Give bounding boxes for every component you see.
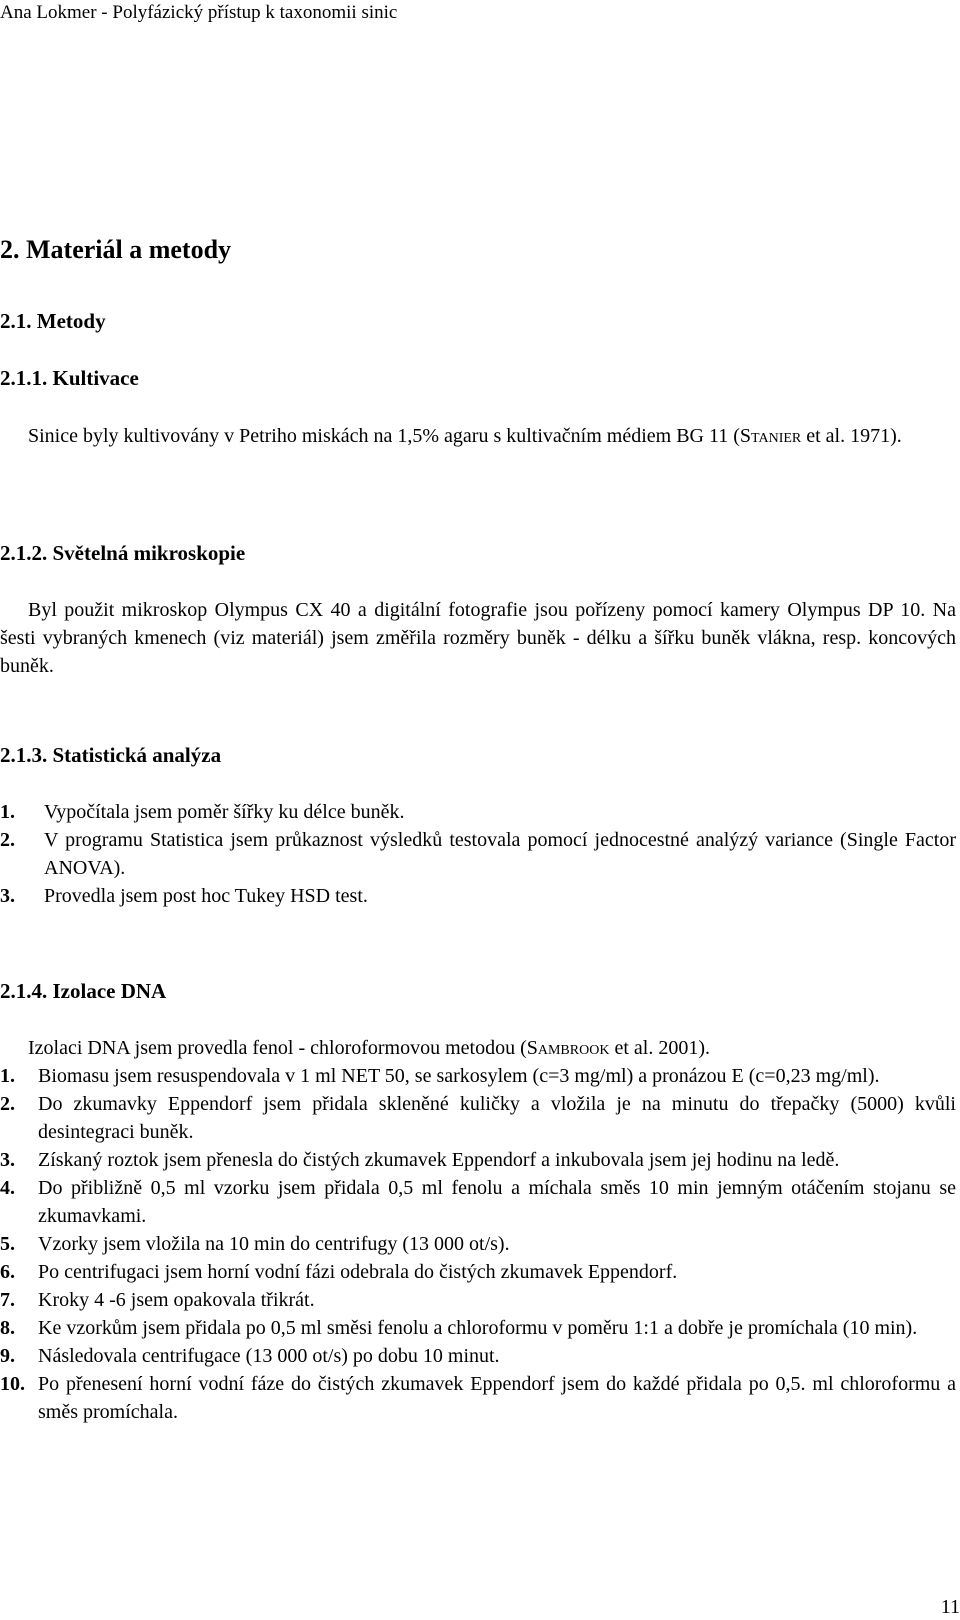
item-number: 6. <box>0 1261 15 1283</box>
item-number: 4. <box>0 1177 15 1199</box>
subsection-heading-izolace: 2.1.4. Izolace DNA <box>0 979 167 1003</box>
item-number: 2. <box>0 829 15 851</box>
list-item <box>0 1314 956 1342</box>
text-segment: Izolaci DNA jsem provedla fenol - chloroformovou metodou ( <box>28 1037 527 1059</box>
paragraph-mikroskopie: Byl použit mikroskop Olympus CX 40 a digitální fotografie jsou pořízeny pomocí kamery Olympus DP 10. Na šesti vybraných kmenech (viz materiál) jsem změřila rozměry buněk - délku a šířku buněk vlákna, resp. koncových buněk. <box>0 599 956 677</box>
list-item <box>0 1286 956 1314</box>
list-item <box>0 1370 956 1426</box>
item-number: 10. <box>0 1373 25 1395</box>
paragraph-izolace-intro <box>0 1034 956 1062</box>
item-number: 3. <box>0 1149 15 1171</box>
section-title: 2.1. Metody <box>0 309 106 333</box>
list-item <box>0 1230 956 1258</box>
list-item <box>0 882 956 910</box>
item-text: Vzorky jsem vložila na 10 min do centrifugy (13 000 ot/s). <box>38 1233 510 1255</box>
author-name: Stanier <box>739 425 802 447</box>
item-text: Vypočítala jsem poměr šířky ku délce buněk. <box>44 801 405 823</box>
list-item <box>0 1258 956 1286</box>
item-text: Biomasu jsem resuspendovala v 1 ml NET 50, se sarkosylem (c=3 mg/ml) a pronázou E (c=0,23 mg/ml). <box>38 1065 880 1087</box>
item-text: Následovala centrifugace (13 000 ot/s) po dobu 10 minut. <box>38 1345 500 1367</box>
item-number: 1. <box>0 801 15 823</box>
item-text: Získaný roztok jsem přenesla do čistých zkumavek Eppendorf a inkubovala jsem jej hodinu na ledě. <box>38 1149 840 1171</box>
item-text: Ke vzorkům jsem přidala po 0,5 ml směsi fenolu a chloroformu v poměru 1:1 a dobře je promíchala (10 min). <box>38 1317 918 1339</box>
item-number: 2. <box>0 1093 15 1115</box>
item-number: 8. <box>0 1317 15 1339</box>
chapter-title: 2. Materiál a metody <box>0 235 232 264</box>
page-number: 11 <box>940 1596 960 1618</box>
item-number: 3. <box>0 885 15 907</box>
subsection-heading-statistika: 2.1.3. Statistická analýza <box>0 743 222 767</box>
item-text: Kroky 4 -6 jsem opakovala třikrát. <box>38 1289 315 1311</box>
list-item <box>0 1342 956 1370</box>
list-item <box>0 826 956 882</box>
list-statistika <box>0 798 956 910</box>
item-number: 5. <box>0 1233 15 1255</box>
list-item <box>0 1174 956 1230</box>
paragraph-kultivace <box>0 422 956 450</box>
text-segment: Sinice byly kultivovány v Petriho miskách na 1,5% agaru s kultivačním médiem BG 11 ( <box>28 425 740 447</box>
text-segment: et al. 1971). <box>801 425 902 447</box>
item-text: Po centrifugaci jsem horní vodní fázi odebrala do čistých zkumavek Eppendorf. <box>38 1261 678 1283</box>
running-header: Ana Lokmer - Polyfázický přístup k taxonomii sinic <box>0 2 398 23</box>
text-segment: et al. 2001). <box>609 1037 710 1059</box>
item-text: V programu Statistica jsem průkaznost výsledků testovala pomocí jednocestné analýzý variance (Single Factor ANOVA). <box>44 829 956 879</box>
item-text: Provedla jsem post hoc Tukey HSD test. <box>44 885 368 907</box>
list-item <box>0 1146 956 1174</box>
item-number: 9. <box>0 1345 15 1367</box>
item-number: 7. <box>0 1289 15 1311</box>
item-text: Do zkumavky Eppendorf jsem přidala skleněné kuličky a vložila je na minutu do třepačky (5000) kvůli desintegraci buněk. <box>38 1093 956 1143</box>
item-number: 1. <box>0 1065 15 1087</box>
list-item <box>0 1062 956 1090</box>
item-text: Po přenesení horní vodní fáze do čistých zkumavek Eppendorf jsem do každé přidala po 0,5. ml chloroformu a směs promíchala. <box>38 1373 956 1423</box>
list-item <box>0 798 956 826</box>
subsection-heading-kultivace: 2.1.1. Kultivace <box>0 366 139 390</box>
subsection-heading-mikroskopie: 2.1.2. Světelná mikroskopie <box>0 541 246 565</box>
item-text: Do přibližně 0,5 ml vzorku jsem přidala 0,5 ml fenolu a míchala směs 10 min jemným otáčením stojanu se zkumavkami. <box>38 1177 956 1227</box>
author-name: Sambrook <box>526 1037 610 1059</box>
list-item <box>0 1090 956 1146</box>
list-izolace <box>0 1062 956 1426</box>
